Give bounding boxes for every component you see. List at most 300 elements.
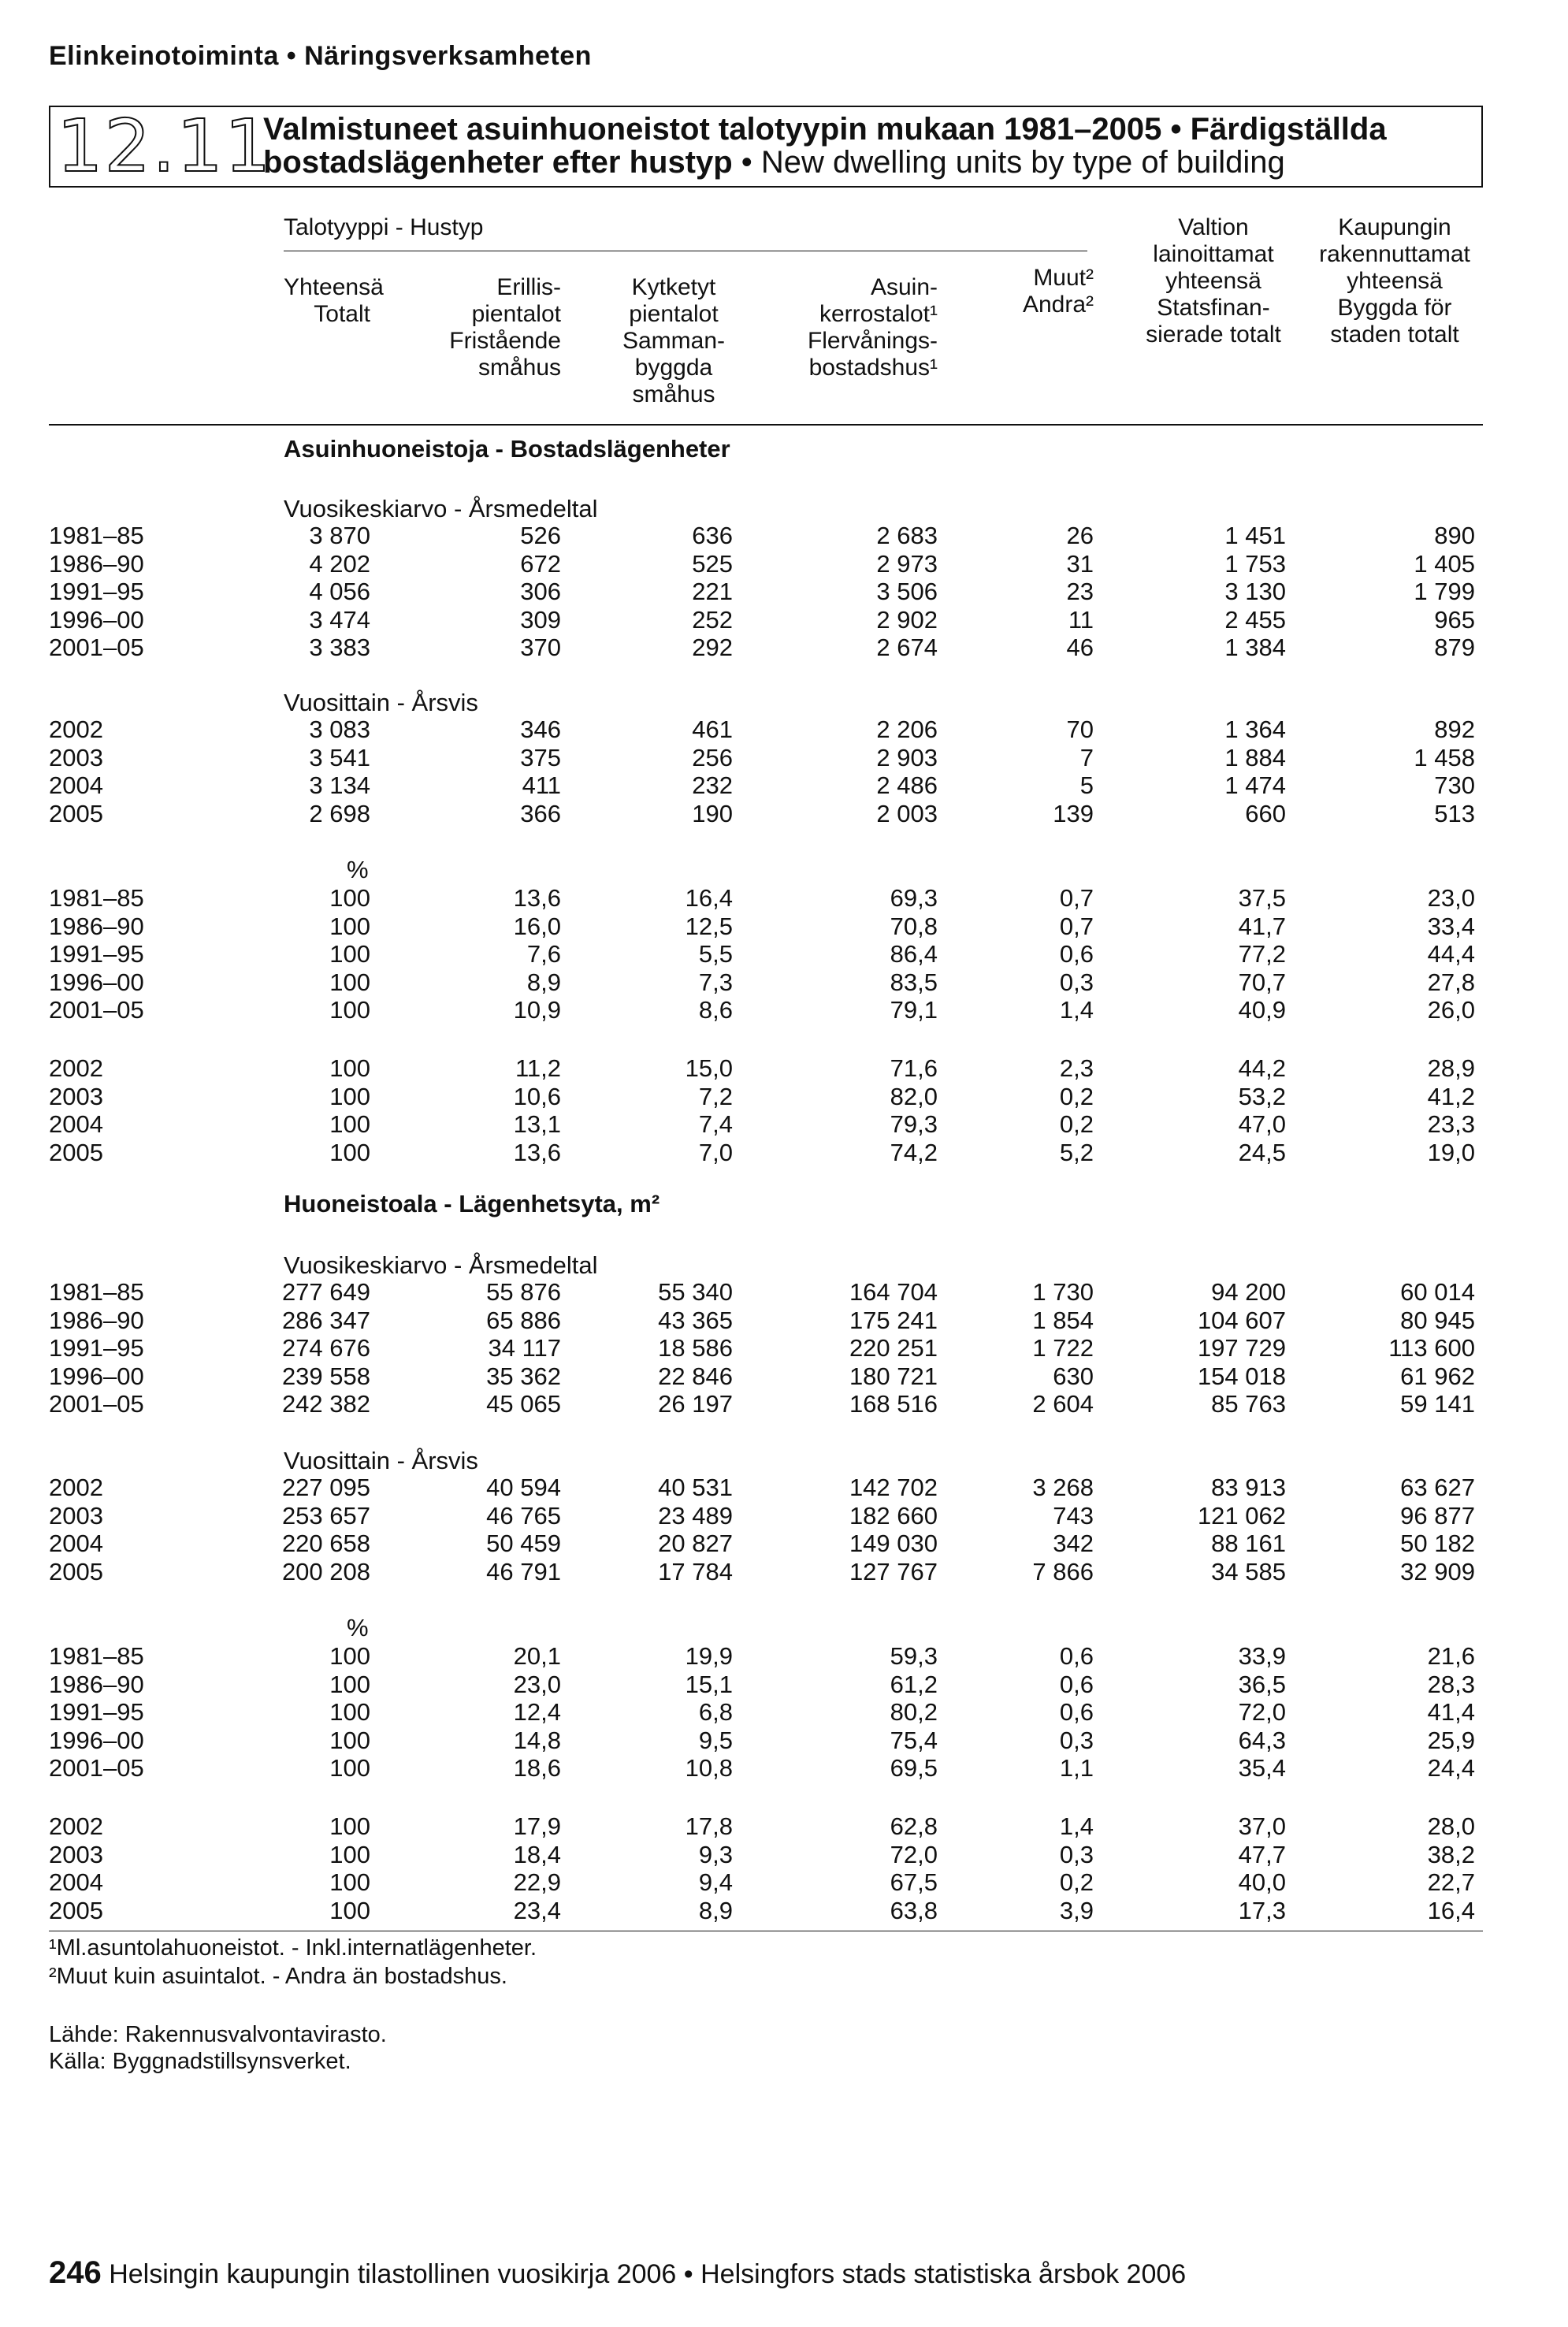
table-cell: 3 870	[309, 522, 370, 549]
table-cell: 0,7	[1059, 912, 1094, 940]
table-cell: 59,3	[890, 1642, 938, 1670]
table-cell: 232	[692, 771, 733, 799]
table-cell: 83,5	[890, 968, 938, 996]
table-cell: 164 704	[849, 1278, 938, 1306]
column-header-line: småhus	[632, 381, 715, 407]
column-header-line: pientalot	[629, 301, 719, 327]
column-header-line: Flervånings-	[807, 328, 938, 354]
table-cell: 0,6	[1059, 1698, 1094, 1726]
table-cell: 375	[520, 743, 561, 771]
table-cell: 28,0	[1427, 1812, 1475, 1840]
table-cell: 1 405	[1414, 549, 1475, 578]
table-cell: 35,4	[1238, 1754, 1286, 1782]
table-cell: 55 876	[486, 1278, 561, 1306]
table-cell: 62,8	[890, 1812, 938, 1840]
table-cell: 13,1	[513, 1110, 561, 1138]
table-cell: 309	[520, 605, 561, 634]
subheader-average: Vuosikeskiarvo - Årsmedeltal	[284, 1251, 598, 1279]
table-cell: 227 095	[281, 1474, 370, 1501]
table-cell: 17,3	[1238, 1896, 1286, 1924]
row-label: 1991–95	[49, 1698, 144, 1726]
row-label: 1996–00	[49, 1362, 144, 1390]
table-cell: 7,0	[698, 1138, 733, 1166]
table-cell: 70,7	[1238, 968, 1286, 996]
table-cell: 121 062	[1197, 1501, 1286, 1530]
table-cell: 26,0	[1427, 996, 1475, 1024]
row-label: 2004	[49, 771, 103, 799]
table-cell: 100	[329, 1726, 370, 1754]
table-cell: 47,0	[1238, 1110, 1286, 1138]
table-cell: 79,1	[890, 996, 938, 1024]
table-cell: 94 200	[1211, 1278, 1286, 1306]
row-label: 1986–90	[49, 912, 144, 940]
table-cell: 100	[329, 940, 370, 968]
table-cell: 10,8	[685, 1754, 733, 1782]
table-cell: 32 909	[1400, 1557, 1475, 1585]
table-cell: 7,3	[698, 968, 733, 996]
table-cell: 8,9	[698, 1896, 733, 1924]
page-footer	[49, 2255, 1186, 2291]
table-cell: 16,0	[513, 912, 561, 940]
table-cell: 0,3	[1059, 1840, 1094, 1868]
table-cell: 1 364	[1224, 716, 1286, 743]
table-cell: 3 383	[309, 634, 370, 661]
column-header-1	[284, 274, 384, 328]
row-label: 1986–90	[49, 1670, 144, 1698]
column-header-line: kerrostalot¹	[819, 301, 938, 327]
table-cell: 85 763	[1211, 1390, 1286, 1418]
table-cell: 79,3	[890, 1110, 938, 1138]
table-cell: 879	[1434, 634, 1475, 661]
table-cell: 23,0	[513, 1670, 561, 1698]
table-cell: 18,6	[513, 1754, 561, 1782]
table-cell: 180 721	[849, 1362, 938, 1390]
table-cell: 59 141	[1400, 1390, 1475, 1418]
table-cell: 34 585	[1211, 1557, 1286, 1585]
row-label: 2004	[49, 1868, 103, 1896]
table-cell: 33,4	[1427, 912, 1475, 940]
table-cell: 7,4	[698, 1110, 733, 1138]
table-cell: 67,5	[890, 1868, 938, 1896]
table-cell: 239 558	[281, 1362, 370, 1390]
table-cell: 70,8	[890, 912, 938, 940]
running-header: Elinkeinotoiminta • Näringsverksamheten	[49, 41, 592, 71]
column-header-3	[607, 274, 741, 408]
table-cell: 64,3	[1238, 1726, 1286, 1754]
table-cell: 1 384	[1224, 634, 1286, 661]
table-cell: 2 683	[876, 522, 938, 549]
table-number: 12.11	[57, 104, 273, 188]
table-cell: 80,2	[890, 1698, 938, 1726]
table-cell: 77,2	[1238, 940, 1286, 968]
table-cell: 2 903	[876, 743, 938, 771]
table-cell: 70	[1066, 716, 1094, 743]
table-cell: 45 065	[486, 1390, 561, 1418]
table-cell: 2 902	[876, 605, 938, 634]
column-header-line: Yhteensä	[284, 274, 384, 300]
table-cell: 100	[329, 1868, 370, 1896]
table-cell: 221	[692, 578, 733, 605]
table-cell: 100	[329, 1054, 370, 1082]
table-cell: 127 767	[849, 1557, 938, 1585]
table-cell: 220 251	[849, 1334, 938, 1362]
footnote-2: ²Muut kuin asuintalot. - Andra än bostadshus.	[49, 1964, 507, 1989]
table-cell: 82,0	[890, 1082, 938, 1110]
table-cell: 80 945	[1400, 1306, 1475, 1334]
table-cell: 1 458	[1414, 743, 1475, 771]
table-cell: 1 799	[1414, 578, 1475, 605]
table-cell: 526	[520, 522, 561, 549]
column-header-4	[796, 274, 938, 381]
table-cell: 11,2	[515, 1054, 561, 1082]
table-cell: 3 268	[1032, 1474, 1094, 1501]
column-header-7	[1308, 214, 1481, 348]
row-label: 2002	[49, 1054, 103, 1082]
table-cell: 7	[1079, 743, 1094, 771]
table-cell: 72,0	[1238, 1698, 1286, 1726]
column-header-line: Fristående	[449, 328, 561, 354]
table-cell: 2 003	[876, 799, 938, 827]
row-label: 2002	[49, 1474, 103, 1501]
row-label: 1991–95	[49, 578, 144, 605]
source-sv: Källa: Byggnadstillsynsverket.	[49, 2049, 351, 2074]
table-cell: 47,7	[1238, 1840, 1286, 1868]
table-cell: 5,2	[1059, 1138, 1094, 1166]
table-cell: 277 649	[281, 1278, 370, 1306]
table-cell: 100	[329, 1840, 370, 1868]
table-cell: 55 340	[658, 1278, 733, 1306]
row-label: 2003	[49, 1840, 103, 1868]
table-cell: 19,0	[1427, 1138, 1475, 1166]
table-cell: 2,3	[1059, 1054, 1094, 1082]
row-label: 1991–95	[49, 940, 144, 968]
table-cell: 149 030	[849, 1530, 938, 1557]
table-cell: 7,6	[526, 940, 561, 968]
column-header-6	[1135, 214, 1292, 348]
table-cell: 13,6	[513, 1138, 561, 1166]
table-cell: 0,2	[1059, 1110, 1094, 1138]
table-cell: 16,4	[1427, 1896, 1475, 1924]
table-cell: 3 134	[309, 771, 370, 799]
table-cell: 23,0	[1427, 884, 1475, 912]
row-label: 2005	[49, 1557, 103, 1585]
table-cell: 100	[329, 1698, 370, 1726]
table-cell: 22,9	[513, 1868, 561, 1896]
section-title-dwellings: Asuinhuoneistoja - Bostadslägenheter	[284, 435, 730, 463]
column-header-line: sierade totalt	[1146, 322, 1281, 348]
row-label: 1981–85	[49, 522, 144, 549]
table-cell: 22,7	[1427, 1868, 1475, 1896]
table-cell: 37,0	[1238, 1812, 1286, 1840]
table-cell: 190	[692, 799, 733, 827]
column-header-2	[441, 274, 561, 381]
table-cell: 1,4	[1059, 996, 1094, 1024]
subheader-percent: %	[347, 1614, 369, 1641]
table-cell: 18,4	[513, 1840, 561, 1868]
row-label: 2003	[49, 1501, 103, 1530]
table-cell: 1,1	[1059, 1754, 1094, 1782]
table-cell: 7,2	[698, 1082, 733, 1110]
table-cell: 23 489	[658, 1501, 733, 1530]
table-cell: 40,9	[1238, 996, 1286, 1024]
row-label: 2001–05	[49, 1390, 144, 1418]
table-cell: 69,3	[890, 884, 938, 912]
table-cell: 100	[329, 1754, 370, 1782]
table-cell: 44,4	[1427, 940, 1475, 968]
table-cell: 71,6	[890, 1054, 938, 1082]
table-cell: 220 658	[281, 1530, 370, 1557]
row-label: 2004	[49, 1110, 103, 1138]
table-cell: 890	[1434, 522, 1475, 549]
table-cell: 200 208	[281, 1557, 370, 1585]
table-cell: 525	[692, 549, 733, 578]
table-cell: 242 382	[281, 1390, 370, 1418]
table-cell: 274 676	[281, 1334, 370, 1362]
column-header-line: staden totalt	[1330, 322, 1459, 348]
row-label: 2001–05	[49, 634, 144, 661]
table-cell: 4 202	[309, 549, 370, 578]
table-cell: 9,3	[698, 1840, 733, 1868]
table-cell: 3 541	[309, 743, 370, 771]
table-cell: 61 962	[1400, 1362, 1475, 1390]
table-cell: 37,5	[1238, 884, 1286, 912]
subheader-annual: Vuosittain - Årsvis	[284, 1447, 478, 1474]
table-cell: 17 784	[658, 1557, 733, 1585]
row-label: 1996–00	[49, 968, 144, 996]
table-cell: 26 197	[658, 1390, 733, 1418]
table-cell: 100	[329, 1082, 370, 1110]
table-cell: 69,5	[890, 1754, 938, 1782]
table-cell: 12,5	[685, 912, 733, 940]
table-cell: 24,5	[1238, 1138, 1286, 1166]
header-bottom-rule	[49, 424, 1483, 426]
row-label: 1981–85	[49, 884, 144, 912]
table-cell: 2 698	[309, 799, 370, 827]
table-cell: 9,5	[698, 1726, 733, 1754]
table-cell: 0,6	[1059, 940, 1094, 968]
table-cell: 2 455	[1224, 605, 1286, 634]
table-cell: 35 362	[486, 1362, 561, 1390]
table-cell: 630	[1053, 1362, 1094, 1390]
table-cell: 256	[692, 743, 733, 771]
column-header-line: lainoittamat	[1153, 241, 1274, 267]
column-header-line: rakennuttamat	[1319, 241, 1470, 267]
row-label: 2005	[49, 1138, 103, 1166]
table-cell: 100	[329, 1138, 370, 1166]
subheader-percent: %	[347, 856, 369, 883]
table-cell: 0,2	[1059, 1868, 1094, 1896]
table-cell: 15,1	[685, 1670, 733, 1698]
table-cell: 4 056	[309, 578, 370, 605]
table-cell: 100	[329, 1812, 370, 1840]
table-cell: 65 886	[486, 1306, 561, 1334]
table-cell: 100	[329, 996, 370, 1024]
column-header-line: yhteensä	[1165, 268, 1261, 294]
table-cell: 175 241	[849, 1306, 938, 1334]
table-cell: 892	[1434, 716, 1475, 743]
row-label: 2001–05	[49, 996, 144, 1024]
table-cell: 743	[1053, 1501, 1094, 1530]
column-header-line: Valtion	[1178, 214, 1249, 240]
column-header-line: Erillis-	[496, 274, 561, 300]
table-cell: 0,3	[1059, 1726, 1094, 1754]
column-header-line: Andra²	[1022, 292, 1094, 318]
table-cell: 46 765	[486, 1501, 561, 1530]
column-header-line: Muut²	[1033, 265, 1094, 291]
table-cell: 100	[329, 1110, 370, 1138]
row-label: 1996–00	[49, 1726, 144, 1754]
table-cell: 6,8	[698, 1698, 733, 1726]
section-title-floor-area: Huoneistoala - Lägenhetsyta, m²	[284, 1190, 660, 1217]
title-line2-bold: bostadslägenheter efter hustyp	[263, 145, 733, 180]
table-cell: 965	[1434, 605, 1475, 634]
table-cell: 61,2	[890, 1670, 938, 1698]
footnote-1: ¹Ml.asuntolahuoneistot. - Inkl.internatlägenheter.	[49, 1935, 537, 1961]
row-label: 2002	[49, 1812, 103, 1840]
table-cell: 50 182	[1400, 1530, 1475, 1557]
column-header-line: småhus	[477, 355, 561, 381]
table-cell: 72,0	[890, 1840, 938, 1868]
table-cell: 411	[522, 771, 561, 799]
table-cell: 292	[692, 634, 733, 661]
table-cell: 100	[329, 968, 370, 996]
table-cell: 27,8	[1427, 968, 1475, 996]
column-header-line: Totalt	[314, 301, 370, 327]
table-cell: 3 130	[1224, 578, 1286, 605]
table-cell: 41,4	[1427, 1698, 1475, 1726]
table-cell: 16,4	[685, 884, 733, 912]
page-footer-text: Helsingin kaupungin tilastollinen vuosikirja 2006 • Helsingfors stads statistiska årsbok 2006	[109, 2259, 1187, 2289]
table-cell: 139	[1053, 799, 1094, 827]
table-cell: 46 791	[486, 1557, 561, 1585]
table-cell: 26	[1066, 522, 1094, 549]
table-cell: 41,2	[1427, 1082, 1475, 1110]
column-header-5	[1001, 265, 1094, 318]
table-cell: 1 474	[1224, 771, 1286, 799]
table-cell: 43 365	[658, 1306, 733, 1334]
row-label: 1981–85	[49, 1278, 144, 1306]
row-label: 2001–05	[49, 1754, 144, 1782]
table-cell: 40,0	[1238, 1868, 1286, 1896]
page-number: 246	[49, 2255, 102, 2290]
table-cell: 21,6	[1427, 1642, 1475, 1670]
group-header: Talotyyppi - Hustyp	[284, 214, 484, 240]
table-cell: 1 753	[1224, 549, 1286, 578]
table-cell: 60 014	[1400, 1278, 1475, 1306]
table-cell: 0,2	[1059, 1082, 1094, 1110]
table-cell: 253 657	[281, 1501, 370, 1530]
table-cell: 13,6	[513, 884, 561, 912]
table-cell: 15,0	[685, 1054, 733, 1082]
table-cell: 96 877	[1400, 1501, 1475, 1530]
table-cell: 197 729	[1197, 1334, 1286, 1362]
title-line2-rest: • New dwelling units by type of building	[732, 145, 1285, 180]
table-cell: 1 451	[1224, 522, 1286, 549]
table-cell: 20 827	[658, 1530, 733, 1557]
row-label: 2005	[49, 799, 103, 827]
table-cell: 182 660	[849, 1501, 938, 1530]
table-cell: 306	[520, 578, 561, 605]
table-cell: 660	[1245, 799, 1286, 827]
table-cell: 100	[329, 884, 370, 912]
table-cell: 5	[1079, 771, 1094, 799]
table-title-box	[49, 106, 1483, 188]
table-cell: 38,2	[1427, 1840, 1475, 1868]
column-header-line: Kytketyt	[631, 274, 716, 300]
table-cell: 636	[692, 522, 733, 549]
table-cell: 23,4	[513, 1896, 561, 1924]
table-cell: 63 627	[1400, 1474, 1475, 1501]
table-cell: 44,2	[1238, 1054, 1286, 1082]
table-cell: 100	[329, 1642, 370, 1670]
table-cell: 1 730	[1032, 1278, 1094, 1306]
row-label: 1991–95	[49, 1334, 144, 1362]
table-cell: 0,3	[1059, 968, 1094, 996]
table-title-line2	[263, 145, 1285, 180]
table-cell: 23,3	[1427, 1110, 1475, 1138]
table-cell: 8,6	[698, 996, 733, 1024]
table-cell: 730	[1434, 771, 1475, 799]
column-header-line: bostadshus¹	[808, 355, 938, 381]
subheader-average: Vuosikeskiarvo - Årsmedeltal	[284, 495, 598, 522]
column-header-line: pientalot	[471, 301, 561, 327]
row-label: 1986–90	[49, 1306, 144, 1334]
table-cell: 461	[692, 716, 733, 743]
table-cell: 1 884	[1224, 743, 1286, 771]
table-cell: 20,1	[513, 1642, 561, 1670]
table-cell: 100	[329, 1670, 370, 1698]
table-cell: 1 722	[1032, 1334, 1094, 1362]
table-cell: 46	[1066, 634, 1094, 661]
table-cell: 88 161	[1211, 1530, 1286, 1557]
table-cell: 17,8	[685, 1812, 733, 1840]
table-cell: 19,9	[685, 1642, 733, 1670]
table-cell: 10,6	[513, 1082, 561, 1110]
table-title-line1: Valmistuneet asuinhuoneistot talotyypin mukaan 1981–2005 • Färdigställda	[263, 112, 1387, 147]
table-cell: 40 594	[486, 1474, 561, 1501]
table-cell: 366	[520, 799, 561, 827]
table-cell: 33,9	[1238, 1642, 1286, 1670]
row-label: 2002	[49, 716, 103, 743]
column-header-line: Samman-	[622, 328, 726, 354]
table-cell: 3 083	[309, 716, 370, 743]
table-cell: 63,8	[890, 1896, 938, 1924]
table-cell: 31	[1066, 549, 1094, 578]
table-cell: 17,9	[513, 1812, 561, 1840]
row-label: 2005	[49, 1896, 103, 1924]
table-cell: 25,9	[1427, 1726, 1475, 1754]
table-cell: 2 604	[1032, 1390, 1094, 1418]
row-label: 2003	[49, 1082, 103, 1110]
table-cell: 53,2	[1238, 1082, 1286, 1110]
source-fi: Lähde: Rakennusvalvontavirasto.	[49, 2022, 387, 2047]
table-cell: 83 913	[1211, 1474, 1286, 1501]
table-cell: 0,6	[1059, 1642, 1094, 1670]
row-label: 1981–85	[49, 1642, 144, 1670]
table-cell: 342	[1053, 1530, 1094, 1557]
table-cell: 3,9	[1059, 1896, 1094, 1924]
table-cell: 3 506	[876, 578, 938, 605]
table-cell: 23	[1066, 578, 1094, 605]
row-label: 1996–00	[49, 605, 144, 634]
table-cell: 9,4	[698, 1868, 733, 1896]
table-cell: 28,9	[1427, 1054, 1475, 1082]
table-cell: 14,8	[513, 1726, 561, 1754]
table-cell: 18 586	[658, 1334, 733, 1362]
table-cell: 142 702	[849, 1474, 938, 1501]
table-cell: 100	[329, 912, 370, 940]
table-cell: 1 854	[1032, 1306, 1094, 1334]
